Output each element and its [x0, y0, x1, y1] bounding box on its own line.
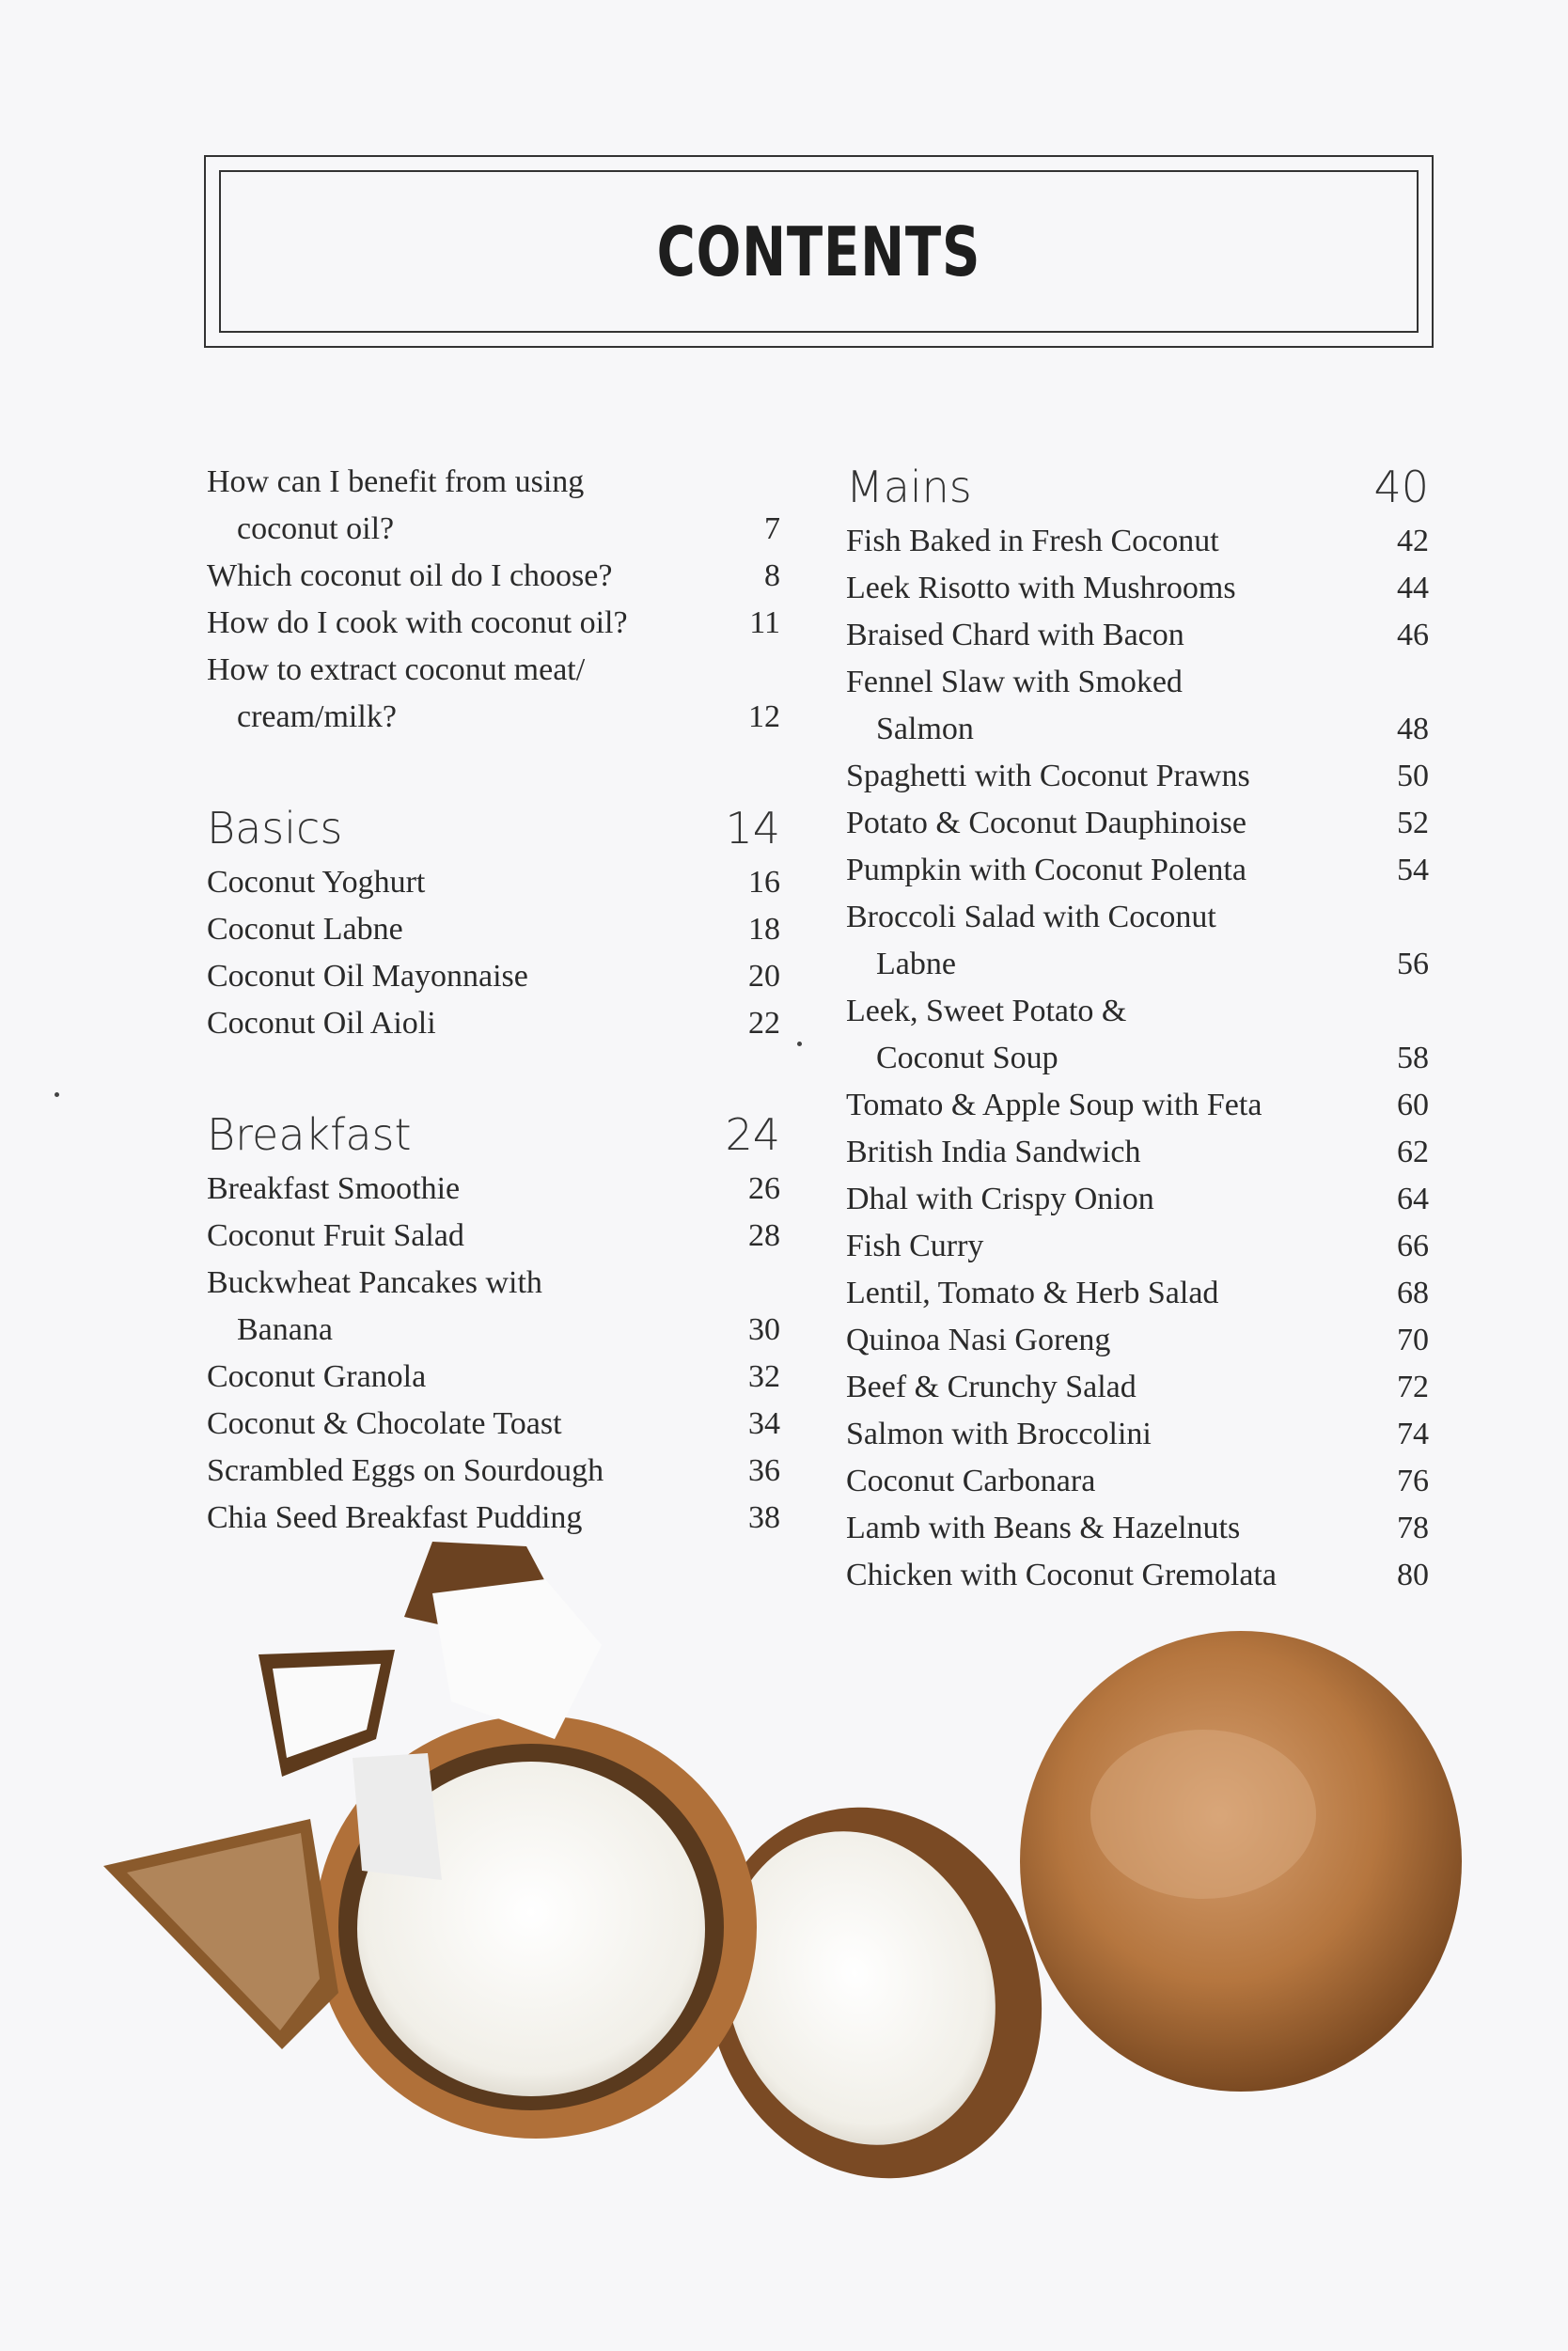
entry-page-number: 34: [748, 1406, 780, 1441]
entry-title: Lentil, Tomato & Herb Salad: [846, 1276, 1219, 1310]
contents-entry[interactable]: [846, 894, 1429, 941]
contents-entry[interactable]: [207, 694, 780, 741]
entry-page-number: 56: [1397, 947, 1429, 981]
intro-list: [207, 459, 780, 741]
contents-entry[interactable]: [207, 506, 780, 553]
entry-title: Scrambled Eggs on Sourdough: [207, 1453, 604, 1488]
entry-title: How to extract coconut meat/: [207, 652, 586, 687]
contents-entry[interactable]: [846, 753, 1429, 800]
entry-title: Coconut Carbonara: [846, 1464, 1096, 1498]
entry-page-number: 20: [748, 959, 780, 994]
contents-entry[interactable]: [207, 600, 780, 647]
entry-title: Coconut Oil Aioli: [207, 1006, 436, 1041]
contents-entry[interactable]: [207, 1448, 780, 1495]
contents-entry[interactable]: [846, 518, 1429, 565]
contents-entry[interactable]: [846, 1317, 1429, 1364]
entry-page-number: 26: [748, 1171, 780, 1206]
entry-title: British India Sandwich: [846, 1135, 1141, 1169]
entry-title: Tomato & Apple Soup with Feta: [846, 1088, 1262, 1122]
entry-title: Salmon with Broccolini: [846, 1417, 1152, 1451]
entry-page-number: 62: [1397, 1135, 1429, 1169]
contents-entry[interactable]: [207, 906, 780, 953]
entry-page-number: 42: [1397, 524, 1429, 558]
shell-fragment: [353, 1753, 442, 1880]
contents-entry[interactable]: [207, 1000, 780, 1047]
entry-page-number: 68: [1397, 1276, 1429, 1310]
contents-entry[interactable]: [846, 659, 1429, 706]
entry-title: Leek, Sweet Potato &: [846, 994, 1127, 1028]
entry-page-number: 46: [1397, 618, 1429, 652]
entry-title: Coconut Soup: [876, 1041, 1058, 1075]
contents-right-column: [846, 456, 1429, 1599]
contents-entry[interactable]: [846, 1223, 1429, 1270]
entry-title: Coconut Yoghurt: [207, 865, 426, 900]
entry-page-number: 36: [748, 1453, 780, 1488]
entry-title: Pumpkin with Coconut Polenta: [846, 853, 1247, 887]
contents-entry[interactable]: [846, 565, 1429, 612]
contents-entry[interactable]: [846, 1082, 1429, 1129]
entry-title: Coconut Labne: [207, 912, 403, 947]
entry-page-number: 48: [1397, 712, 1429, 746]
entry-page-number: 64: [1397, 1182, 1429, 1216]
contents-entry[interactable]: [846, 1270, 1429, 1317]
entry-page-number: 74: [1397, 1417, 1429, 1451]
contents-entry[interactable]: [207, 553, 780, 600]
contents-entry[interactable]: [846, 1411, 1429, 1458]
entry-title: Fish Baked in Fresh Coconut: [846, 524, 1219, 558]
entry-title: Buckwheat Pancakes with: [207, 1265, 542, 1300]
basics-list: [207, 859, 780, 1047]
contents-entry[interactable]: [846, 1458, 1429, 1505]
contents-entry[interactable]: [207, 1260, 780, 1307]
entry-page-number: 54: [1397, 853, 1429, 887]
entry-title: Potato & Coconut Dauphinoise: [846, 806, 1247, 840]
section-heading-breakfast[interactable]: Breakfast 24: [207, 1109, 780, 1160]
entry-title: Quinoa Nasi Goreng: [846, 1323, 1111, 1357]
entry-title: Fennel Slaw with Smoked: [846, 665, 1183, 699]
entry-page-number: 12: [748, 699, 780, 734]
entry-page-number: 18: [748, 912, 780, 947]
entry-page-number: 70: [1397, 1323, 1429, 1357]
entry-title: Chicken with Coconut Gremolata: [846, 1558, 1277, 1592]
entry-title: How can I benefit from using: [207, 464, 585, 499]
contents-entry[interactable]: [846, 988, 1429, 1035]
entry-page-number: 30: [748, 1312, 780, 1347]
entry-title: Lamb with Beans & Hazelnuts: [846, 1511, 1241, 1545]
entry-title: Fish Curry: [846, 1229, 984, 1263]
contents-entry[interactable]: [846, 1129, 1429, 1176]
entry-title: Broccoli Salad with Coconut: [846, 900, 1216, 934]
contents-entry[interactable]: [207, 953, 780, 1000]
entry-page-number: 44: [1397, 571, 1429, 605]
entry-page-number: 60: [1397, 1088, 1429, 1122]
contents-entry[interactable]: [207, 459, 780, 506]
entry-page-number: 80: [1397, 1558, 1429, 1592]
contents-entry[interactable]: [846, 1035, 1429, 1082]
entry-page-number: 22: [748, 1006, 780, 1041]
entry-title: Coconut Fruit Salad: [207, 1218, 464, 1253]
contents-entry[interactable]: [207, 859, 780, 906]
entry-title: Coconut Oil Mayonnaise: [207, 959, 528, 994]
entry-page-number: 78: [1397, 1511, 1429, 1545]
contents-entry[interactable]: [207, 1354, 780, 1401]
entry-title: Coconut Granola: [207, 1359, 427, 1394]
entry-title: Dhal with Crispy Onion: [846, 1182, 1154, 1216]
entry-title: Leek Risotto with Mushrooms: [846, 571, 1236, 605]
section-heading-basics[interactable]: Basics 14: [207, 803, 780, 854]
entry-page-number: 38: [748, 1500, 780, 1535]
entry-page-number: 76: [1397, 1464, 1429, 1498]
title-frame-inner: [219, 170, 1419, 333]
entry-title: Breakfast Smoothie: [207, 1171, 461, 1206]
entry-title: Chia Seed Breakfast Pudding: [207, 1500, 583, 1535]
entry-page-number: 8: [764, 558, 780, 593]
contents-entry[interactable]: [846, 941, 1429, 988]
entry-page-number: 11: [749, 605, 780, 640]
coconut-photo: [0, 1504, 1568, 2350]
contents-entry[interactable]: [207, 1307, 780, 1354]
entry-page-number: 16: [748, 865, 780, 900]
contents-entry[interactable]: [846, 612, 1429, 659]
entry-title: Spaghetti with Coconut Prawns: [846, 759, 1250, 793]
entry-title: coconut oil?: [237, 511, 395, 546]
contents-entry[interactable]: [846, 800, 1429, 847]
entry-title: Banana: [237, 1312, 333, 1347]
entry-title: Coconut & Chocolate Toast: [207, 1406, 562, 1441]
contents-left-column: [207, 459, 780, 1542]
contents-entry[interactable]: [207, 1401, 780, 1448]
entry-page-number: 28: [748, 1218, 780, 1253]
speck: [797, 1042, 802, 1046]
entry-page-number: 52: [1397, 806, 1429, 840]
entry-title: Which coconut oil do I choose?: [207, 558, 613, 593]
title-frame: [204, 155, 1434, 348]
entry-page-number: 66: [1397, 1229, 1429, 1263]
contents-entry[interactable]: [846, 1176, 1429, 1223]
contents-entry[interactable]: [846, 847, 1429, 894]
entry-title: How do I cook with coconut oil?: [207, 605, 628, 640]
contents-entry[interactable]: [207, 1213, 780, 1260]
entry-page-number: 58: [1397, 1041, 1429, 1075]
entry-page-number: 50: [1397, 759, 1429, 793]
speck: [55, 1092, 59, 1097]
mains-list: [846, 518, 1429, 1599]
entry-title: Salmon: [876, 712, 974, 746]
entry-title: Labne: [876, 947, 956, 981]
entry-title: cream/milk?: [237, 699, 397, 734]
contents-entry[interactable]: [846, 706, 1429, 753]
entry-title: Beef & Crunchy Salad: [846, 1370, 1137, 1404]
entry-page-number: 32: [748, 1359, 780, 1394]
page-title: CONTENTS: [656, 212, 981, 291]
breakfast-list: [207, 1166, 780, 1542]
entry-page-number: 72: [1397, 1370, 1429, 1404]
contents-entry[interactable]: [207, 647, 780, 694]
contents-entry[interactable]: [207, 1166, 780, 1213]
contents-entry[interactable]: [846, 1364, 1429, 1411]
entry-title: Braised Chard with Bacon: [846, 618, 1184, 652]
section-heading-mains[interactable]: Mains 40: [846, 462, 1429, 512]
entry-page-number: 7: [764, 511, 780, 546]
